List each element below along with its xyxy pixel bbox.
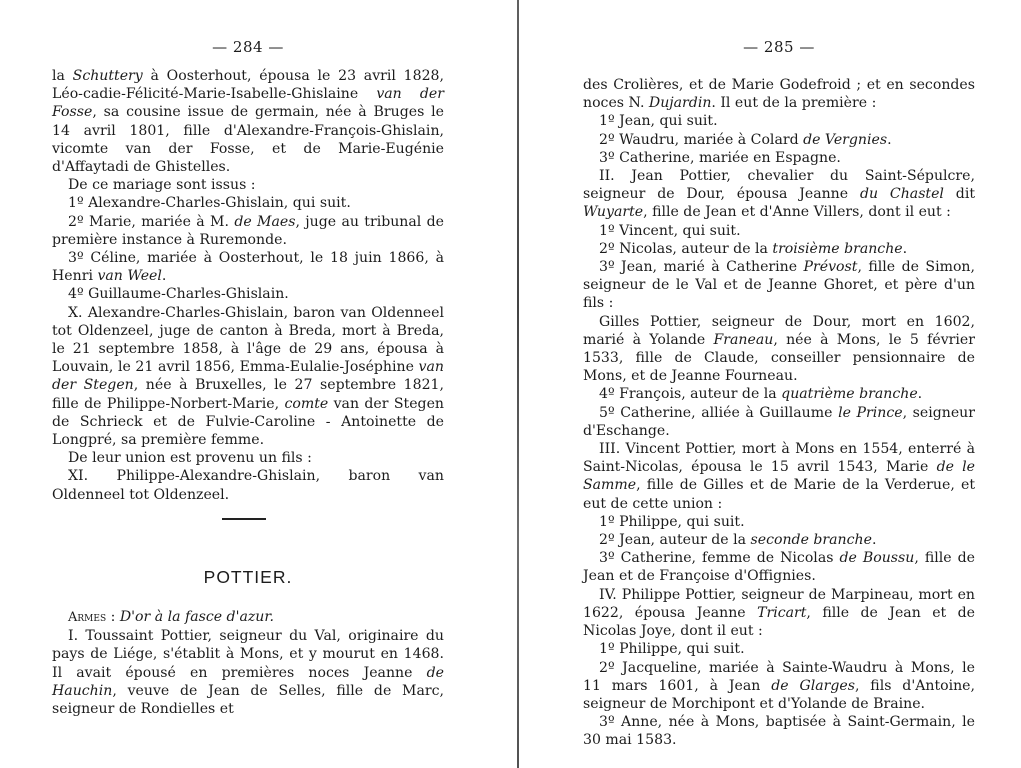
right-page-text	[583, 76, 975, 750]
section-title: POTTIER.	[203, 567, 293, 587]
section-divider	[222, 518, 266, 520]
paragraph: I. Toussaint Pottier, seigneur du Val, originaire du pays de Liége, s'établit à Mons, et y mourut en 1468. Il avait épousé en premières noces Jeanne de Hauchin, veuve de Jean de Selles, fille de Marc, seigneur de Rondielles et	[52, 628, 444, 718]
paragraph: III. Vincent Pottier, mort à Mons en 1554, enterré à Saint-Nicolas, épousa le 15 avril 1543, Marie de le Samme, fille de Gilles et de Marie de la Verderue, et eut de cette union :	[583, 441, 975, 512]
book-gutter	[517, 0, 519, 768]
paragraph: 4º Guillaume-Charles-Ghislain.	[68, 286, 289, 303]
paragraph: des Crolières, et de Marie Godefroid ; et en secondes noces N. Dujardin. Il eut de la première :	[583, 77, 975, 112]
paragraph: 3º Céline, mariée à Oosterhout, le 18 juin 1866, à Henri van Weel.	[52, 250, 444, 285]
paragraph: 1º Alexandre-Charles-Ghislain, qui suit.	[68, 195, 351, 212]
left-lower-text	[52, 608, 444, 718]
paragraph: De ce mariage sont issus :	[68, 177, 256, 194]
paragraph: 1º Jean, qui suit.	[599, 113, 718, 130]
paragraph: 1º Vincent, qui suit.	[599, 222, 741, 239]
paragraph: 2º Marie, mariée à M. de Maes, juge au tribunal de première instance à Ruremonde.	[52, 213, 445, 248]
paragraph: 2º Jacqueline, mariée à Sainte-Waudru à Mons, le 11 mars 1601, à Jean de Glarges, fils d'Antoine, seigneur de Morchipont et d'Yolande de Braine.	[583, 659, 976, 712]
paragraph: XI. Philippe-Alexandre-Ghislain, baron van Oldenneel tot Oldenzeel.	[52, 468, 444, 503]
paragraph: II. Jean Pottier, chevalier du Saint-Sépulcre, seigneur de Dour, épousa Jeanne du Chastel dit Wuyarte, fille de Jean et d'Anne Villers, dont il eut :	[583, 168, 975, 221]
paragraph: X. Alexandre-Charles-Ghislain, baron van Oldenneel tot Oldenzeel, juge de canton à Breda, mort à Breda, le 21 septembre 1858, à l'âge de 29 ans, épousa à Louvain, le 21 avril 1856, Emma-Eulalie-Joséphine van der Stegen, née à Bruxelles, le 27 septembre 1821, fille de Philippe-Norbert-Marie, comte van der Stegen de Schrieck et de Fulvie-Caroline - Antoinette de Longpré, sa première femme.	[52, 304, 444, 449]
left-page	[52, 0, 444, 768]
page-number-left: — 284 —	[212, 38, 284, 56]
paragraph: 5º Catherine, alliée à Guillaume le Prince, seigneur d'Eschange.	[583, 404, 975, 439]
paragraph: Gilles Pottier, seigneur de Dour, mort en 1602, marié à Yolande Franeau, née à Mons, le 5 février 1533, fille de Claude, conseiller pensionnaire de Mons, et de Jeanne Fourneau.	[583, 313, 975, 385]
paragraph: 1º Philippe, qui suit.	[599, 513, 745, 530]
paragraph: 4º François, auteur de la quatrième branche.	[599, 386, 923, 403]
paragraph: 2º Jean, auteur de la seconde branche.	[599, 532, 877, 549]
armes-line	[52, 608, 444, 627]
paragraph: la Schuttery à Oosterhout, épousa le 23 avril 1828, Léo-cadie-Félicité-Marie-Isabelle-Ghislaine van der Fosse, sa cousine issue de germain, née à Bruges le 14 avril 1801, fille d'Alexandre-François-Ghislain, vicomte van der Fosse, et de Marie-Eugénie d'Affaytadi de Ghistelles.	[52, 68, 445, 176]
paragraph: 1º Philippe, qui suit.	[599, 641, 745, 658]
paragraph: 3º Catherine, mariée en Espagne.	[599, 149, 841, 166]
paragraph: IV. Philippe Pottier, seigneur de Marpineau, mort en 1622, épousa Jeanne Tricart, fille de Jean et de Nicolas Joye, dont il eut :	[583, 586, 975, 640]
paragraph: 2º Nicolas, auteur de la troisième branche.	[599, 240, 908, 257]
page-number-right: — 285 —	[743, 38, 815, 56]
right-page	[583, 0, 975, 768]
left-page-text	[52, 67, 444, 504]
paragraph: 3º Jean, marié à Catherine Prévost, fille de Simon, seigneur de le Val et de Jeanne Ghoret, et père d'un fils :	[583, 259, 975, 312]
armes-text: : D'or à la fasce d'azur.	[110, 609, 275, 625]
paragraph: De leur union est provenu un fils :	[68, 450, 312, 467]
paragraph: 3º Anne, née à Mons, baptisée à Saint-Germain, le 30 mai 1583.	[583, 714, 975, 749]
armes-label: Armes	[68, 610, 107, 625]
paragraph: 3º Catherine, femme de Nicolas de Boussu, fille de Jean et de Françoise d'Offignies.	[583, 550, 975, 585]
paragraph: 2º Waudru, mariée à Colard de Vergnies.	[599, 131, 892, 148]
